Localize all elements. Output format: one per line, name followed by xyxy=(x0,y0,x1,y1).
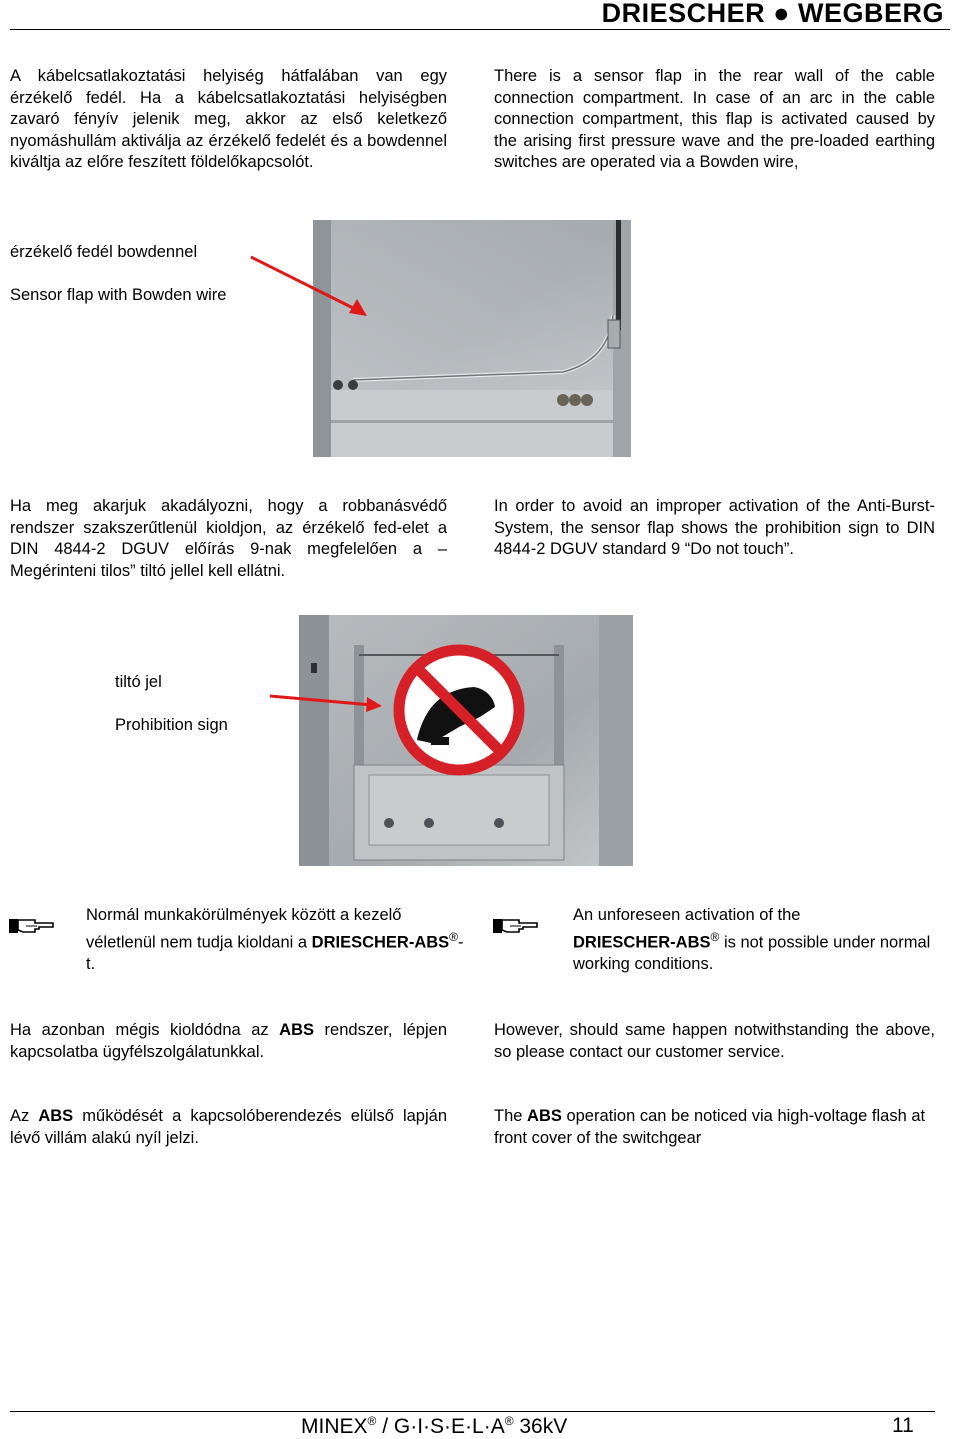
section4-hu-text: Az xyxy=(10,1107,39,1125)
figure1-caption-en: Sensor flap with Bowden wire xyxy=(10,286,227,304)
note-hu-suffix: -t. xyxy=(86,933,464,973)
prohibition-sign-photo xyxy=(299,615,633,866)
note-en-brand: DRIESCHER-ABS xyxy=(573,933,711,951)
section3-hu-abs: ABS xyxy=(279,1021,315,1039)
section4-english-text xyxy=(494,1106,935,1149)
section3-hungarian-text xyxy=(10,1020,447,1063)
note-en-text: An unforeseen activation of the xyxy=(573,906,801,924)
section1-english-text: There is a sensor flap in the rear wall of the cable connection compartment. In case of an arc in the cable connection compartment, this flap is activated caused by the arising first pressure wave and the pre-loaded earthing switches are operated via a Bowden wire, xyxy=(494,67,935,171)
note-hungarian-text xyxy=(86,905,466,975)
footer-product-title xyxy=(301,1414,567,1439)
section2-hungarian-text: Ha meg akarjuk akadályozni, hogy a robbanásvédő rendszer szakszerűtlenül kioldjon, az érzékelő fed-elet a DIN 4844-2 DGUV előírás 9-nak megfelelően a – Megérinteni tilos” tiltó jellel kell ellátni. xyxy=(10,497,447,580)
footer-minex: MINEX xyxy=(301,1415,368,1438)
figure2-caption-en: Prohibition sign xyxy=(115,716,228,734)
section4-en-suffix: operation can be noticed via high-voltage flash at front cover of the switchgear xyxy=(494,1107,926,1147)
document-header-title: DRIESCHER ● WEGBERG xyxy=(601,0,944,28)
section3-english-text: However, should same happen notwithstanding the above, so please contact our customer service. xyxy=(494,1021,935,1061)
note-hu-brand: DRIESCHER-ABS xyxy=(311,933,450,951)
note-hu-text: Normál munkakörülmények között a kezelő véletlenül nem tudja kioldani a xyxy=(86,906,402,951)
figure2-pointer-arrow xyxy=(268,692,386,712)
section3-hu-suffix: rendszer, lépjen kapcsolatba ügyfélszolgálatunkkal. xyxy=(10,1021,447,1061)
figure1-pointer-arrow xyxy=(249,255,374,320)
section4-hungarian-text xyxy=(10,1106,447,1149)
figure2-caption-hu: tiltó jel xyxy=(115,673,162,691)
note-en-registered-mark: ® xyxy=(710,929,720,944)
section4-hu-suffix: működését a kapcsolóberendezés elülső lapján lévő villám alakú nyíl jelzi. xyxy=(10,1107,447,1147)
note-hu-registered-mark: ® xyxy=(449,929,459,944)
footer-registered-mark-2: ® xyxy=(504,1414,514,1428)
figure1-caption-hu: érzékelő fedél bowdennel xyxy=(10,243,198,261)
section2-english-text: In order to avoid an improper activation of the Anti-Burst-System, the sensor flap shows the prohibition sign to DIN 4844-2 DGUV standard 9 “Do not touch”. xyxy=(494,497,935,558)
section3-hu-text: Ha azonban mégis kioldódna az xyxy=(10,1021,280,1039)
note-en-suffix: is not possible under normal working conditions. xyxy=(573,933,931,973)
pointing-hand-icon xyxy=(493,915,539,937)
footer-registered-mark-1: ® xyxy=(367,1414,377,1428)
header-rule xyxy=(10,29,950,30)
note-english-text xyxy=(573,905,933,975)
section4-en-abs: ABS xyxy=(527,1107,562,1125)
pointing-hand-icon xyxy=(9,915,55,937)
section4-en-text: The xyxy=(494,1107,528,1125)
section4-hu-abs: ABS xyxy=(38,1107,74,1125)
footer-gisela: / G·I·S·E·L·A xyxy=(376,1415,505,1438)
section1-hungarian-text: A kábelcsatlakoztatási helyiség hátfalában van egy érzékelő fedél. Ha a kábelcsatlakoztatási helyiségben zavaró fényív jelenik meg, akkor az első keletkező nyomáshullám aktiválja az érzékelő fedelét és a bowdennel kiváltja az előre feszített földelőkapcsolót. xyxy=(10,67,447,171)
page-number: 11 xyxy=(892,1414,914,1437)
footer-rule xyxy=(10,1411,935,1412)
footer-voltage: 36kV xyxy=(513,1415,568,1438)
